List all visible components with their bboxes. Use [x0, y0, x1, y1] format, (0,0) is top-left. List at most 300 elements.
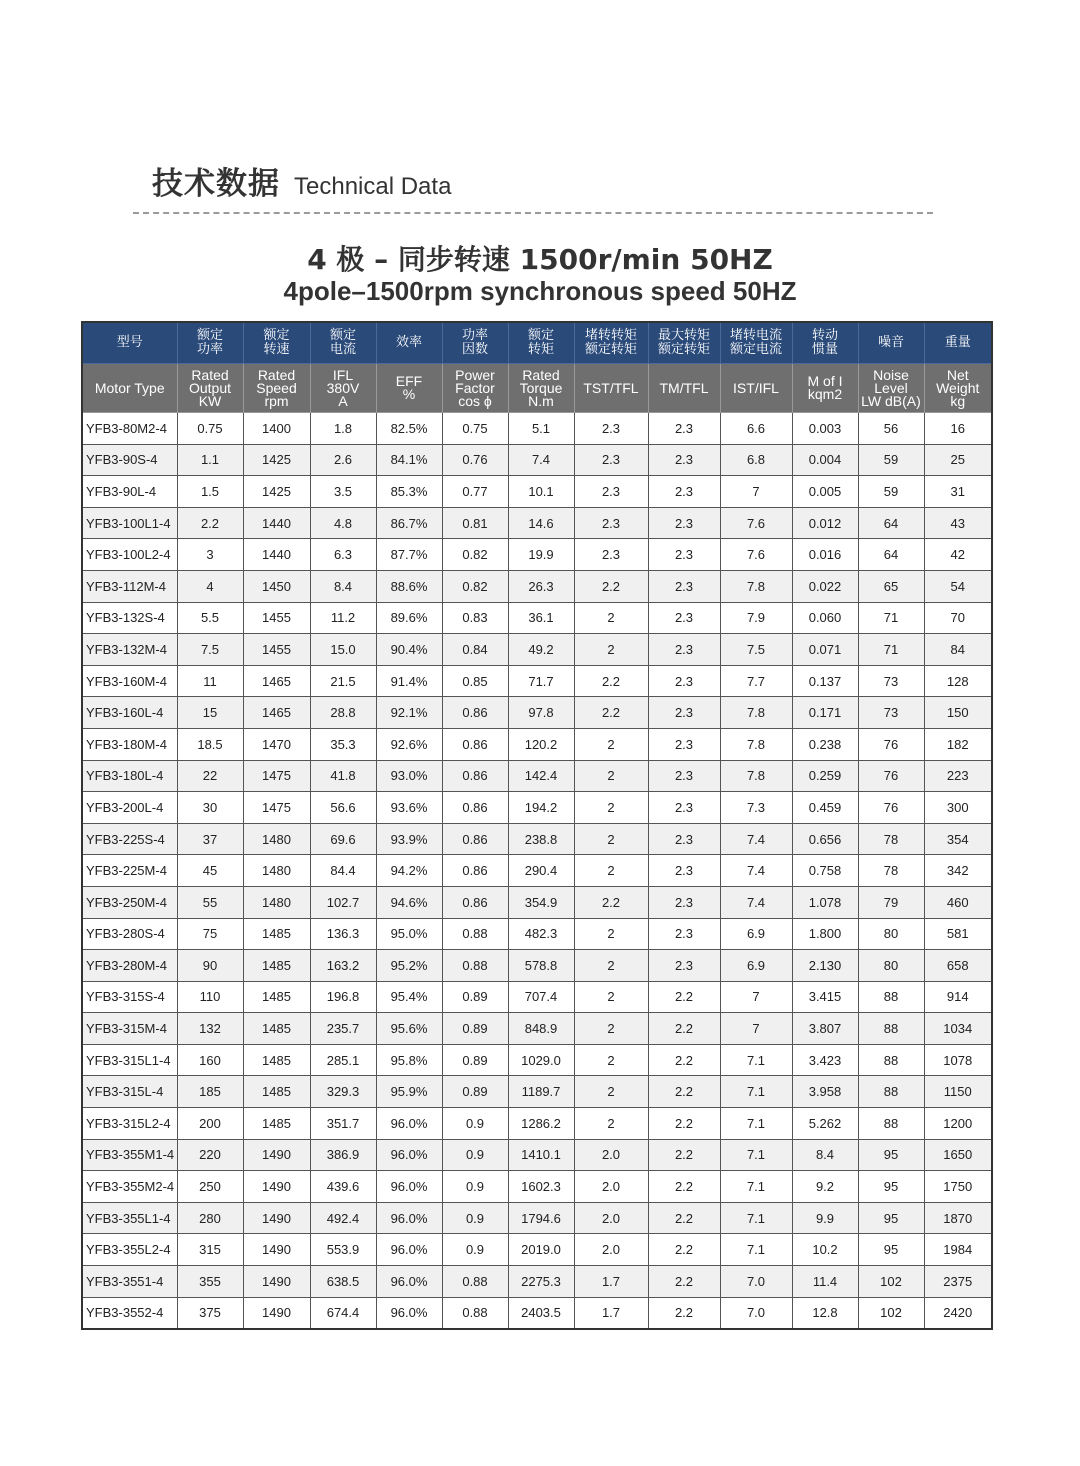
- table-cell: 290.4: [508, 855, 574, 887]
- table-cell: 2.3: [648, 886, 720, 918]
- table-cell: 95.2%: [376, 950, 442, 982]
- table-cell: 2.2: [648, 1234, 720, 1266]
- table-cell: 0.060: [792, 602, 858, 634]
- table-cell: 7.6: [720, 507, 792, 539]
- table-cell: 1455: [243, 634, 310, 666]
- table-cell: 41.8: [310, 760, 376, 792]
- table-cell: 1078: [924, 1044, 992, 1076]
- table-cell: 375: [177, 1297, 243, 1329]
- table-cell: 0.9: [442, 1108, 508, 1140]
- table-cell: 71: [858, 602, 924, 634]
- table-cell: 96.0%: [376, 1108, 442, 1140]
- table-cell: 92.6%: [376, 728, 442, 760]
- table-cell: 250: [177, 1171, 243, 1203]
- table-cell: 1490: [243, 1139, 310, 1171]
- table-row: [82, 1076, 992, 1108]
- table-cell: 1475: [243, 792, 310, 824]
- column-header-cn: 额定 功率: [177, 322, 243, 364]
- table-cell: 1480: [243, 855, 310, 887]
- table-cell: 2275.3: [508, 1266, 574, 1298]
- table-cell: 7.1: [720, 1171, 792, 1203]
- table-cell: 42: [924, 539, 992, 571]
- table-cell: 0.238: [792, 728, 858, 760]
- table-cell: 136.3: [310, 918, 376, 950]
- table-cell: 82.5%: [376, 413, 442, 445]
- table-cell: 7.3: [720, 792, 792, 824]
- table-cell: 3.423: [792, 1044, 858, 1076]
- table-cell: 2.2: [648, 1297, 720, 1329]
- table-cell: 1470: [243, 728, 310, 760]
- table-cell: 1794.6: [508, 1202, 574, 1234]
- table-cell: 0.003: [792, 413, 858, 445]
- table-cell: 482.3: [508, 918, 574, 950]
- table-cell: 2.3: [648, 855, 720, 887]
- table-cell: 707.4: [508, 981, 574, 1013]
- table-cell: 86.7%: [376, 507, 442, 539]
- table-cell: 2.3: [648, 507, 720, 539]
- table-cell: 638.5: [310, 1266, 376, 1298]
- table-cell: 6.8: [720, 444, 792, 476]
- motor-type-cell: YFB3-280M-4: [82, 950, 177, 982]
- table-cell: 1034: [924, 1013, 992, 1045]
- table-cell: 1490: [243, 1297, 310, 1329]
- table-cell: 142.4: [508, 760, 574, 792]
- table-cell: 79: [858, 886, 924, 918]
- motor-type-cell: YFB3-315L1-4: [82, 1044, 177, 1076]
- table-cell: 95: [858, 1139, 924, 1171]
- table-cell: 7.4: [508, 444, 574, 476]
- table-cell: 93.0%: [376, 760, 442, 792]
- table-cell: 30: [177, 792, 243, 824]
- table-cell: 1490: [243, 1234, 310, 1266]
- table-cell: 2.2: [648, 1139, 720, 1171]
- motor-type-cell: YFB3-3552-4: [82, 1297, 177, 1329]
- table-cell: 102.7: [310, 886, 376, 918]
- table-cell: 75: [177, 918, 243, 950]
- table-row: [82, 539, 992, 571]
- table-cell: 92.1%: [376, 697, 442, 729]
- table-cell: 2420: [924, 1297, 992, 1329]
- table-cell: 3.807: [792, 1013, 858, 1045]
- table-cell: 120.2: [508, 728, 574, 760]
- table-cell: 25: [924, 444, 992, 476]
- table-row: [82, 570, 992, 602]
- table-cell: 88.6%: [376, 570, 442, 602]
- table-cell: 16: [924, 413, 992, 445]
- table-cell: 285.1: [310, 1044, 376, 1076]
- table-cell: 2: [574, 792, 648, 824]
- table-cell: 1490: [243, 1171, 310, 1203]
- table-cell: 2.2: [177, 507, 243, 539]
- motor-type-cell: YFB3-355L2-4: [82, 1234, 177, 1266]
- table-cell: 5.5: [177, 602, 243, 634]
- table-cell: 2.3: [648, 728, 720, 760]
- table-cell: 7.4: [720, 886, 792, 918]
- table-cell: 8.4: [310, 570, 376, 602]
- table-cell: 95: [858, 1171, 924, 1203]
- table-cell: 2019.0: [508, 1234, 574, 1266]
- table-cell: 1984: [924, 1234, 992, 1266]
- table-cell: 45: [177, 855, 243, 887]
- table-cell: 14.6: [508, 507, 574, 539]
- table-cell: 90.4%: [376, 634, 442, 666]
- table-cell: 2.2: [574, 570, 648, 602]
- column-header-cn: 转动 惯量: [792, 322, 858, 364]
- page-title-en: Technical Data: [294, 173, 452, 200]
- table-cell: 0.83: [442, 602, 508, 634]
- table-cell: 64: [858, 539, 924, 571]
- table-row: [82, 1234, 992, 1266]
- table-cell: 4.8: [310, 507, 376, 539]
- table-cell: 0.171: [792, 697, 858, 729]
- motor-type-cell: YFB3-315S-4: [82, 981, 177, 1013]
- table-cell: 6.9: [720, 950, 792, 982]
- table-cell: 0.137: [792, 665, 858, 697]
- table-cell: 7.1: [720, 1108, 792, 1140]
- motor-type-cell: YFB3-132S-4: [82, 602, 177, 634]
- column-header-cn: 噪音: [858, 322, 924, 364]
- table-row: [82, 413, 992, 445]
- table-cell: 2.0: [574, 1139, 648, 1171]
- table-cell: 11.2: [310, 602, 376, 634]
- table-cell: 7.5: [720, 634, 792, 666]
- column-header-en: Motor Type: [82, 364, 177, 413]
- column-header-en: IFL 380V A: [310, 364, 376, 413]
- table-cell: 70: [924, 602, 992, 634]
- column-header-cn: 重量: [924, 322, 992, 364]
- table-cell: 4: [177, 570, 243, 602]
- table-cell: 2.0: [574, 1234, 648, 1266]
- table-cell: 2.2: [574, 697, 648, 729]
- table-cell: 96.0%: [376, 1234, 442, 1266]
- table-cell: 9.2: [792, 1171, 858, 1203]
- table-cell: 7: [720, 1013, 792, 1045]
- table-cell: 96.0%: [376, 1266, 442, 1298]
- table-cell: 1440: [243, 539, 310, 571]
- table-cell: 0.259: [792, 760, 858, 792]
- column-header-cn: 最大转矩 额定转矩: [648, 322, 720, 364]
- table-cell: 56: [858, 413, 924, 445]
- column-header-cn: 额定 转矩: [508, 322, 574, 364]
- table-cell: 0.81: [442, 507, 508, 539]
- table-cell: 0.86: [442, 855, 508, 887]
- table-cell: 0.86: [442, 792, 508, 824]
- table-cell: 94.6%: [376, 886, 442, 918]
- table-cell: 0.758: [792, 855, 858, 887]
- column-header-en: IST/IFL: [720, 364, 792, 413]
- table-row: [82, 1044, 992, 1076]
- column-header-cn: 效率: [376, 322, 442, 364]
- table-cell: 0.82: [442, 539, 508, 571]
- table-cell: 6.6: [720, 413, 792, 445]
- motor-type-cell: YFB3-280S-4: [82, 918, 177, 950]
- table-cell: 10.2: [792, 1234, 858, 1266]
- table-cell: 90: [177, 950, 243, 982]
- motor-type-cell: YFB3-90S-4: [82, 444, 177, 476]
- table-cell: 9.9: [792, 1202, 858, 1234]
- table-cell: 1485: [243, 1044, 310, 1076]
- table-row: [82, 886, 992, 918]
- table-cell: 182: [924, 728, 992, 760]
- table-cell: 7.1: [720, 1076, 792, 1108]
- table-cell: 354.9: [508, 886, 574, 918]
- table-cell: 1465: [243, 697, 310, 729]
- table-cell: 87.7%: [376, 539, 442, 571]
- table-cell: 2403.5: [508, 1297, 574, 1329]
- motor-type-cell: YFB3-200L-4: [82, 792, 177, 824]
- table-cell: 5.1: [508, 413, 574, 445]
- table-cell: 2.2: [648, 1108, 720, 1140]
- table-cell: 185: [177, 1076, 243, 1108]
- table-cell: 2: [574, 728, 648, 760]
- table-cell: 28.8: [310, 697, 376, 729]
- motor-type-cell: YFB3-100L1-4: [82, 507, 177, 539]
- table-cell: 7.4: [720, 855, 792, 887]
- table-body: [82, 413, 992, 1330]
- table-cell: 1750: [924, 1171, 992, 1203]
- table-cell: 7.8: [720, 728, 792, 760]
- table-cell: 94.2%: [376, 855, 442, 887]
- table-row: [82, 950, 992, 982]
- table-cell: 2: [574, 1108, 648, 1140]
- table-cell: 1.7: [574, 1266, 648, 1298]
- table-row: [82, 1108, 992, 1140]
- table-cell: 386.9: [310, 1139, 376, 1171]
- table-cell: 0.88: [442, 1266, 508, 1298]
- motor-type-cell: YFB3-180M-4: [82, 728, 177, 760]
- table-cell: 0.82: [442, 570, 508, 602]
- table-row: [82, 444, 992, 476]
- table-cell: 2: [574, 823, 648, 855]
- table-row: [82, 507, 992, 539]
- table-cell: 0.656: [792, 823, 858, 855]
- table-cell: 355: [177, 1266, 243, 1298]
- table-cell: 1485: [243, 918, 310, 950]
- table-cell: 0.86: [442, 760, 508, 792]
- table-cell: 150: [924, 697, 992, 729]
- motor-type-cell: YFB3-315M-4: [82, 1013, 177, 1045]
- table-cell: 2.2: [648, 1013, 720, 1045]
- column-header-cn: 堵转转矩 额定转矩: [574, 322, 648, 364]
- table-cell: 200: [177, 1108, 243, 1140]
- motor-type-cell: YFB3-315L-4: [82, 1076, 177, 1108]
- table-cell: 581: [924, 918, 992, 950]
- table-cell: 3.5: [310, 476, 376, 508]
- table-cell: 0.85: [442, 665, 508, 697]
- motor-type-cell: YFB3-100L2-4: [82, 539, 177, 571]
- table-cell: 95: [858, 1202, 924, 1234]
- table-cell: 439.6: [310, 1171, 376, 1203]
- table-cell: 1485: [243, 950, 310, 982]
- column-header-en: TST/TFL: [574, 364, 648, 413]
- table-cell: 0.86: [442, 823, 508, 855]
- table-cell: 2.3: [648, 918, 720, 950]
- table-cell: 96.0%: [376, 1297, 442, 1329]
- motor-type-cell: YFB3-355M1-4: [82, 1139, 177, 1171]
- table-cell: 102: [858, 1266, 924, 1298]
- table-cell: 71.7: [508, 665, 574, 697]
- table-cell: 1.7: [574, 1297, 648, 1329]
- table-row: [82, 602, 992, 634]
- table-cell: 36.1: [508, 602, 574, 634]
- table-cell: 2.3: [648, 950, 720, 982]
- table-cell: 0.86: [442, 886, 508, 918]
- table-cell: 2.3: [648, 760, 720, 792]
- table-cell: 91.4%: [376, 665, 442, 697]
- table-cell: 1425: [243, 444, 310, 476]
- table-cell: 95: [858, 1234, 924, 1266]
- column-header-en: TM/TFL: [648, 364, 720, 413]
- table-cell: 2: [574, 855, 648, 887]
- dashed-divider: [133, 212, 933, 214]
- table-cell: 460: [924, 886, 992, 918]
- table-cell: 37: [177, 823, 243, 855]
- table-cell: 914: [924, 981, 992, 1013]
- table-cell: 160: [177, 1044, 243, 1076]
- motor-type-cell: YFB3-355L1-4: [82, 1202, 177, 1234]
- table-cell: 95.6%: [376, 1013, 442, 1045]
- table-cell: 354: [924, 823, 992, 855]
- table-cell: 2.2: [574, 886, 648, 918]
- table-cell: 1485: [243, 1013, 310, 1045]
- column-header-cn: 型号: [82, 322, 177, 364]
- table-cell: 6.3: [310, 539, 376, 571]
- table-cell: 71: [858, 634, 924, 666]
- table-cell: 84.4: [310, 855, 376, 887]
- table-cell: 59: [858, 476, 924, 508]
- table-cell: 59: [858, 444, 924, 476]
- motor-type-cell: YFB3-180L-4: [82, 760, 177, 792]
- table-cell: 96.0%: [376, 1171, 442, 1203]
- table-cell: 0.84: [442, 634, 508, 666]
- table-cell: 196.8: [310, 981, 376, 1013]
- table-cell: 0.76: [442, 444, 508, 476]
- table-cell: 0.016: [792, 539, 858, 571]
- table-row: [82, 697, 992, 729]
- table-cell: 95.4%: [376, 981, 442, 1013]
- table-cell: 2.2: [648, 1202, 720, 1234]
- table-cell: 0.86: [442, 697, 508, 729]
- table-cell: 88: [858, 1108, 924, 1140]
- table-row: [82, 476, 992, 508]
- table-cell: 2: [574, 1044, 648, 1076]
- table-cell: 0.75: [442, 413, 508, 445]
- table-cell: 18.5: [177, 728, 243, 760]
- table-cell: 0.005: [792, 476, 858, 508]
- column-header-en: M of I kqm2: [792, 364, 858, 413]
- table-cell: 1480: [243, 886, 310, 918]
- table-cell: 102: [858, 1297, 924, 1329]
- table-cell: 8.4: [792, 1139, 858, 1171]
- table-cell: 7.4: [720, 823, 792, 855]
- table-cell: 2.0: [574, 1202, 648, 1234]
- table-cell: 1.8: [310, 413, 376, 445]
- column-header-en: Noise Level LW dB(A): [858, 364, 924, 413]
- table-cell: 65: [858, 570, 924, 602]
- table-cell: 578.8: [508, 950, 574, 982]
- table-cell: 235.7: [310, 1013, 376, 1045]
- table-cell: 7.8: [720, 570, 792, 602]
- table-cell: 2.3: [648, 634, 720, 666]
- table-cell: 1450: [243, 570, 310, 602]
- table-cell: 7.6: [720, 539, 792, 571]
- table-cell: 2: [574, 918, 648, 950]
- table-row: [82, 981, 992, 1013]
- table-cell: 220: [177, 1139, 243, 1171]
- table-row: [82, 1171, 992, 1203]
- column-header-cn: 额定 电流: [310, 322, 376, 364]
- table-cell: 7.8: [720, 760, 792, 792]
- table-cell: 1650: [924, 1139, 992, 1171]
- table-cell: 88: [858, 1076, 924, 1108]
- table-row: [82, 1266, 992, 1298]
- table-cell: 1602.3: [508, 1171, 574, 1203]
- table-row: [82, 760, 992, 792]
- motor-type-cell: YFB3-250M-4: [82, 886, 177, 918]
- column-header-cn: 功率 因数: [442, 322, 508, 364]
- table-cell: 2: [574, 634, 648, 666]
- table-cell: 280: [177, 1202, 243, 1234]
- table-cell: 1200: [924, 1108, 992, 1140]
- table-row: [82, 1013, 992, 1045]
- table-cell: 21.5: [310, 665, 376, 697]
- column-header-en: Rated Torque N.m: [508, 364, 574, 413]
- table-cell: 76: [858, 760, 924, 792]
- table-cell: 1485: [243, 1076, 310, 1108]
- table-cell: 1490: [243, 1202, 310, 1234]
- table-cell: 2.3: [648, 697, 720, 729]
- table-cell: 2.0: [574, 1171, 648, 1203]
- table-cell: 1455: [243, 602, 310, 634]
- table-cell: 19.9: [508, 539, 574, 571]
- table-cell: 2: [574, 981, 648, 1013]
- table-cell: 0.012: [792, 507, 858, 539]
- table-cell: 89.6%: [376, 602, 442, 634]
- table-row: [82, 665, 992, 697]
- table-cell: 3.415: [792, 981, 858, 1013]
- table-cell: 88: [858, 981, 924, 1013]
- table-cell: 0.89: [442, 1044, 508, 1076]
- table-cell: 553.9: [310, 1234, 376, 1266]
- table-cell: 31: [924, 476, 992, 508]
- table-cell: 492.4: [310, 1202, 376, 1234]
- table-cell: 0.89: [442, 981, 508, 1013]
- table-row: [82, 634, 992, 666]
- table-cell: 1475: [243, 760, 310, 792]
- table-cell: 1400: [243, 413, 310, 445]
- table-cell: 1440: [243, 507, 310, 539]
- motor-type-cell: YFB3-132M-4: [82, 634, 177, 666]
- table-cell: 7.1: [720, 1139, 792, 1171]
- table-cell: 1150: [924, 1076, 992, 1108]
- table-cell: 1.1: [177, 444, 243, 476]
- table-cell: 7.1: [720, 1202, 792, 1234]
- table-cell: 3: [177, 539, 243, 571]
- table-cell: 223: [924, 760, 992, 792]
- table-cell: 7.0: [720, 1297, 792, 1329]
- table-cell: 2.2: [648, 1266, 720, 1298]
- table-cell: 11.4: [792, 1266, 858, 1298]
- table-cell: 0.459: [792, 792, 858, 824]
- table-cell: 43: [924, 507, 992, 539]
- table-cell: 5.262: [792, 1108, 858, 1140]
- table-cell: 0.9: [442, 1234, 508, 1266]
- table-cell: 128: [924, 665, 992, 697]
- table-cell: 78: [858, 823, 924, 855]
- table-cell: 329.3: [310, 1076, 376, 1108]
- table-cell: 351.7: [310, 1108, 376, 1140]
- table-cell: 2: [574, 602, 648, 634]
